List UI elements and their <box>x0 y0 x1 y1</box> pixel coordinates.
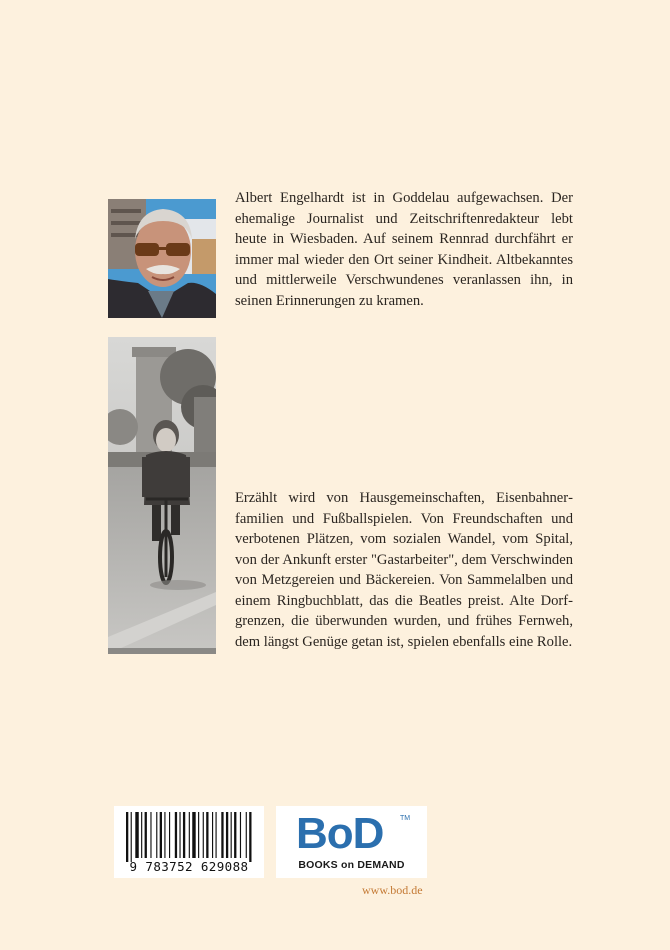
author-bio: Albert Engelhardt ist in Goddelau aufgewachsen. Der ehemalige Journalist und Zeitschriftenredakteur lebt heute in Wiesbaden. Auf seinem Rennrad durchfährt er immer mal wieder den Ort seiner Kindheit. Altbekanntes und mittlerweile Verschwundenes veranlassen ihn, in seinen Erinnerungen zu kramen. <box>235 190 573 309</box>
trademark-mark: TM <box>400 815 411 822</box>
author-photo <box>108 199 216 318</box>
book-description: Erzählt wird von Hausgemeinschaften, Eisenbahnerfamilien und Fußballspielen. Von Freundschaften und verbotenen Plätzen, vom sozialen Wandel, vom Spital, von der Ankunft erster "Gastarbeiter", dem Verschwinden von Metzgereien und Bäckereien. Von Sammelalben und einem Ringbuchblatt, das die Beatles preist. Alte Dorfgrenzen, die überwunden wurden, und frühes Fernweh, dem längst Genüge getan ist, spielen ebenfalls eine Rolle. <box>235 490 573 650</box>
publisher-tagline: BOOKS on DEMAND <box>298 859 405 871</box>
bod-logo-text: BoD <box>296 809 384 858</box>
isbn-number: 9 783752 629088 <box>129 859 249 874</box>
publisher-url: www.bod.de <box>362 883 423 897</box>
child-bicycle-photo <box>108 337 216 654</box>
publisher-logo <box>276 806 427 878</box>
isbn-barcode <box>114 806 264 878</box>
barcode-bars <box>122 812 256 862</box>
